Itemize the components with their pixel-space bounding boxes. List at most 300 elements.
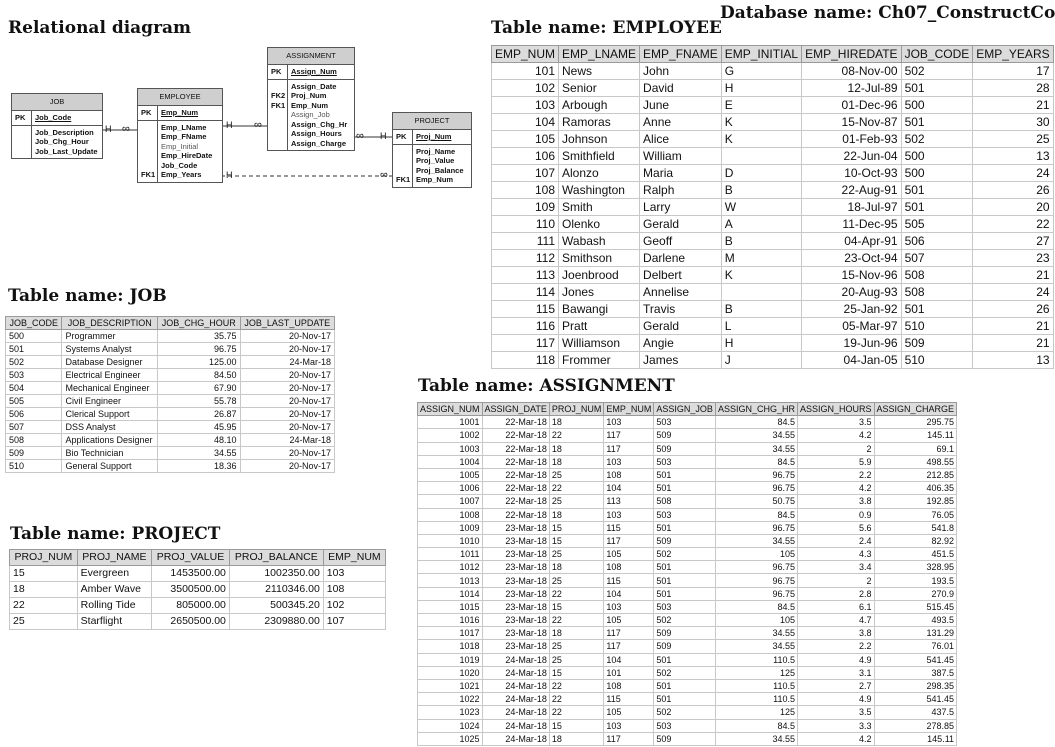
table-cell: 3.4 — [797, 561, 874, 574]
table-cell: 406.35 — [874, 482, 957, 495]
entity-field: Assign_Job — [291, 110, 330, 119]
table-cell: Jones — [559, 284, 640, 301]
table-cell: Smithson — [559, 250, 640, 267]
table-cell: B — [721, 301, 801, 318]
database-name: Database name: Ch07_ConstructCo — [720, 3, 1055, 23]
table-row — [418, 614, 957, 627]
table-cell: 1018 — [418, 640, 483, 653]
table-cell: General Support — [62, 460, 158, 473]
column-header: PROJ_VALUE — [152, 550, 230, 566]
table-row — [492, 335, 1054, 352]
table-cell: 125 — [715, 666, 797, 679]
table-cell: 115 — [604, 693, 654, 706]
table-cell: 22-Mar-18 — [482, 429, 549, 442]
table-cell: 96.75 — [715, 587, 797, 600]
table-cell: Gerald — [640, 318, 722, 335]
table-cell: Annelise — [640, 284, 722, 301]
table-cell: M — [721, 250, 801, 267]
table-row — [6, 434, 335, 447]
table-cell: 500 — [901, 97, 973, 114]
employee-table-title: Table name: EMPLOYEE — [491, 18, 722, 38]
table-cell: 501 — [901, 301, 973, 318]
table-row — [492, 114, 1054, 131]
table-cell: 20-Nov-17 — [240, 408, 335, 421]
entity-field: Emp_LName — [161, 122, 207, 132]
table-cell: 48.10 — [158, 434, 240, 447]
table-cell: 22-Mar-18 — [482, 442, 549, 455]
table-row — [418, 521, 957, 534]
table-cell: 34.55 — [715, 442, 797, 455]
table-cell: 192.85 — [874, 495, 957, 508]
table-cell: 500 — [901, 148, 973, 165]
column-header: JOB_CODE — [901, 46, 973, 63]
table-cell: Bawangi — [559, 301, 640, 318]
table-row — [492, 318, 1054, 335]
table-cell: 17 — [973, 63, 1053, 80]
table-cell: 502 — [654, 614, 716, 627]
pk-label: PK — [396, 132, 407, 141]
table-cell: 84.5 — [715, 719, 797, 732]
column-header: EMP_YEARS — [973, 46, 1053, 63]
table-cell: 15-Nov-96 — [802, 267, 901, 284]
table-row — [492, 131, 1054, 148]
table-cell: 193.5 — [874, 574, 957, 587]
table-cell: 3.8 — [797, 495, 874, 508]
job-table-title: Table name: JOB — [8, 286, 167, 306]
header-row — [10, 550, 386, 566]
table-cell: 105 — [604, 614, 654, 627]
table-cell: 2309880.00 — [229, 614, 323, 630]
table-cell: 1453500.00 — [152, 566, 230, 582]
table-cell: 110.5 — [715, 679, 797, 692]
table-cell: 1014 — [418, 587, 483, 600]
table-row — [6, 447, 335, 460]
table-cell: Larry — [640, 199, 722, 216]
table-cell: 502 — [6, 356, 62, 369]
table-cell: 69.1 — [874, 442, 957, 455]
table-cell: 23 — [973, 250, 1053, 267]
table-cell: 2.2 — [797, 468, 874, 481]
table-cell: 1021 — [418, 679, 483, 692]
entity-name: PROJECT — [393, 113, 471, 130]
table-cell: 22-Mar-18 — [482, 416, 549, 429]
entity-field: Assign_Num — [291, 67, 337, 76]
table-cell: Delbert — [640, 267, 722, 284]
table-cell: 20-Nov-17 — [240, 447, 335, 460]
table-cell: 503 — [654, 416, 716, 429]
table-cell: 1025 — [418, 732, 483, 745]
table-row — [418, 548, 957, 561]
table-cell: 22 — [549, 693, 604, 706]
table-cell: 18-Jul-97 — [802, 199, 901, 216]
assignment-table-title: Table name: ASSIGNMENT — [418, 376, 675, 396]
table-cell: 22 — [549, 429, 604, 442]
table-cell: 84.5 — [715, 508, 797, 521]
table-cell: 117 — [604, 627, 654, 640]
many-marker: ∞ — [356, 130, 364, 142]
table-cell: 117 — [604, 429, 654, 442]
table-cell: 22-Mar-18 — [482, 468, 549, 481]
table-row — [418, 640, 957, 653]
table-cell: 515.45 — [874, 600, 957, 613]
table-cell: 24 — [973, 284, 1053, 301]
table-cell: Starflight — [77, 614, 151, 630]
table-row — [492, 216, 1054, 233]
table-cell: 22-Aug-91 — [802, 182, 901, 199]
table-row — [10, 582, 386, 598]
entity-field: Proj_Value — [416, 156, 455, 165]
many-marker: ∞ — [380, 169, 388, 181]
table-cell: 502 — [654, 666, 716, 679]
table-cell: 24-Mar-18 — [240, 356, 335, 369]
table-cell: Joenbrood — [559, 267, 640, 284]
table-cell: 25 — [549, 548, 604, 561]
table-row — [418, 653, 957, 666]
column-header: ASSIGN_CHARGE — [874, 403, 957, 416]
table-cell: 1015 — [418, 600, 483, 613]
table-cell: 2110346.00 — [229, 582, 323, 598]
table-row — [418, 679, 957, 692]
table-cell: Geoff — [640, 233, 722, 250]
table-cell: 84.5 — [715, 600, 797, 613]
table-cell: 2.2 — [797, 640, 874, 653]
table-cell: 1023 — [418, 706, 483, 719]
table-cell: 23-Mar-18 — [482, 561, 549, 574]
table-cell: Evergreen — [77, 566, 151, 582]
table-cell: L — [721, 318, 801, 335]
table-cell: 96.75 — [158, 343, 240, 356]
table-cell: 26.87 — [158, 408, 240, 421]
table-cell: 1022 — [418, 693, 483, 706]
table-cell: 21 — [973, 335, 1053, 352]
table-cell: 503 — [654, 508, 716, 521]
table-cell: Frommer — [559, 352, 640, 369]
table-cell: 15 — [10, 566, 78, 582]
table-cell: 500345.20 — [229, 598, 323, 614]
table-cell: 15-Nov-87 — [802, 114, 901, 131]
table-cell: 96.75 — [715, 482, 797, 495]
table-cell: 23-Mar-18 — [482, 534, 549, 547]
table-cell: 107 — [323, 614, 385, 630]
table-cell: 24-Mar-18 — [240, 434, 335, 447]
table-row — [418, 534, 957, 547]
table-cell: 23-Mar-18 — [482, 640, 549, 653]
table-cell: 506 — [6, 408, 62, 421]
table-cell: 1019 — [418, 653, 483, 666]
table-cell: 18 — [549, 508, 604, 521]
table-cell: 25 — [549, 640, 604, 653]
table-cell: 103 — [604, 508, 654, 521]
table-cell: 22-Mar-18 — [482, 495, 549, 508]
table-cell: 501 — [901, 199, 973, 216]
table-cell: 500 — [901, 165, 973, 182]
column-header: ASSIGN_DATE — [482, 403, 549, 416]
table-cell: 2 — [797, 574, 874, 587]
many-marker: ∞ — [254, 119, 262, 131]
table-cell: 3.3 — [797, 719, 874, 732]
table-cell: 1011 — [418, 548, 483, 561]
table-row — [492, 165, 1054, 182]
table-cell: 67.90 — [158, 382, 240, 395]
table-cell: 04-Apr-91 — [802, 233, 901, 250]
table-row — [418, 561, 957, 574]
table-row — [492, 233, 1054, 250]
one-marker: H — [226, 120, 233, 130]
table-cell: 103 — [604, 416, 654, 429]
table-row — [492, 352, 1054, 369]
table-cell: 34.55 — [715, 534, 797, 547]
table-cell: 501 — [654, 693, 716, 706]
table-cell: 508 — [6, 434, 62, 447]
table-cell: 13 — [973, 148, 1053, 165]
table-cell: 50.75 — [715, 495, 797, 508]
table-cell: 106 — [492, 148, 559, 165]
table-cell: Travis — [640, 301, 722, 318]
table-cell: 509 — [654, 442, 716, 455]
table-cell: 84.5 — [715, 455, 797, 468]
table-cell: 1007 — [418, 495, 483, 508]
table-cell: 117 — [604, 732, 654, 745]
table-cell: W — [721, 199, 801, 216]
table-cell: 4.2 — [797, 732, 874, 745]
table-cell: 45.95 — [158, 421, 240, 434]
assignment-table — [417, 402, 957, 746]
table-cell: 117 — [604, 534, 654, 547]
table-cell: 2.7 — [797, 679, 874, 692]
table-cell: 115 — [604, 574, 654, 587]
table-cell: 103 — [604, 719, 654, 732]
table-row — [492, 80, 1054, 97]
column-header: PROJ_BALANCE — [229, 550, 323, 566]
table-cell: 109 — [492, 199, 559, 216]
table-cell: 501 — [901, 80, 973, 97]
table-cell: 501 — [654, 653, 716, 666]
entity-name: JOB — [12, 94, 102, 111]
table-cell: 15 — [549, 534, 604, 547]
entity-field: Assign_Charge — [291, 138, 347, 148]
table-cell: 503 — [654, 600, 716, 613]
table-cell: 270.9 — [874, 587, 957, 600]
entity-field: Assign_Chg_Hr — [291, 119, 348, 129]
table-cell: 05-Mar-97 — [802, 318, 901, 335]
header-row — [492, 46, 1054, 63]
table-cell: Mechanical Engineer — [62, 382, 158, 395]
entity-field: Emp_Years — [161, 170, 202, 179]
table-cell: 19-Jun-96 — [802, 335, 901, 352]
table-cell: 117 — [492, 335, 559, 352]
table-cell: 15 — [549, 719, 604, 732]
table-row — [418, 719, 957, 732]
table-cell: 507 — [6, 421, 62, 434]
table-cell: 510 — [6, 460, 62, 473]
entity-field: Emp_HireDate — [161, 151, 213, 160]
table-cell: 24-Mar-18 — [482, 693, 549, 706]
table-cell: 108 — [492, 182, 559, 199]
entity-job — [11, 93, 103, 159]
table-cell: Senior — [559, 80, 640, 97]
table-cell: 2 — [797, 442, 874, 455]
table-cell: Applications Designer — [62, 434, 158, 447]
table-cell: 510 — [901, 352, 973, 369]
table-cell: 1006 — [418, 482, 483, 495]
table-cell: 3.8 — [797, 627, 874, 640]
column-header: EMP_LNAME — [559, 46, 640, 63]
table-cell: 22 — [973, 216, 1053, 233]
table-cell: 509 — [654, 732, 716, 745]
table-cell: Washington — [559, 182, 640, 199]
table-cell: 22 — [10, 598, 78, 614]
table-cell: 102 — [492, 80, 559, 97]
table-cell: 24-Mar-18 — [482, 679, 549, 692]
table-cell: 3.1 — [797, 666, 874, 679]
table-cell: 1002 — [418, 429, 483, 442]
table-cell: 115 — [492, 301, 559, 318]
table-cell: 451.5 — [874, 548, 957, 561]
table-cell: 805000.00 — [152, 598, 230, 614]
table-cell: 101 — [492, 63, 559, 80]
table-cell: 509 — [654, 627, 716, 640]
entity-field: Job_Code — [161, 160, 198, 170]
table-cell: 20-Nov-17 — [240, 460, 335, 473]
column-header: ASSIGN_HOURS — [797, 403, 874, 416]
table-cell: 4.9 — [797, 693, 874, 706]
table-cell: H — [721, 335, 801, 352]
table-row — [6, 408, 335, 421]
table-cell: 502 — [901, 63, 973, 80]
table-row — [492, 199, 1054, 216]
table-cell: J — [721, 352, 801, 369]
table-cell: 278.85 — [874, 719, 957, 732]
table-cell: 15 — [549, 600, 604, 613]
table-cell: 125 — [715, 706, 797, 719]
table-cell: 1017 — [418, 627, 483, 640]
table-cell: Electrical Engineer — [62, 369, 158, 382]
table-cell: 5.6 — [797, 521, 874, 534]
table-row — [418, 442, 957, 455]
table-cell: 506 — [901, 233, 973, 250]
table-cell: 21 — [973, 318, 1053, 335]
table-cell: 103 — [492, 97, 559, 114]
table-cell: 34.55 — [715, 640, 797, 653]
table-cell: 23-Mar-18 — [482, 521, 549, 534]
table-cell: 145.11 — [874, 429, 957, 442]
table-cell: 1002350.00 — [229, 566, 323, 582]
table-cell: 55.78 — [158, 395, 240, 408]
table-cell: 505 — [901, 216, 973, 233]
table-cell: 25 — [549, 468, 604, 481]
table-cell: 145.11 — [874, 732, 957, 745]
table-cell: 295.75 — [874, 416, 957, 429]
table-cell: 6.1 — [797, 600, 874, 613]
table-cell: 18 — [549, 732, 604, 745]
column-header: PROJ_NUM — [10, 550, 78, 566]
table-row — [6, 343, 335, 356]
table-cell: 23-Mar-18 — [482, 600, 549, 613]
one-marker: H — [226, 170, 233, 180]
table-cell: 501 — [901, 114, 973, 131]
table-cell: 4.2 — [797, 482, 874, 495]
table-cell: 20-Nov-17 — [240, 330, 335, 343]
table-cell: 103 — [604, 455, 654, 468]
entity-field: Job_Chg_Hour — [35, 137, 89, 146]
table-cell: 541.8 — [874, 521, 957, 534]
table-cell: 34.55 — [715, 732, 797, 745]
table-cell: 30 — [973, 114, 1053, 131]
table-cell: 18 — [10, 582, 78, 598]
table-cell: 111 — [492, 233, 559, 250]
table-cell: 20 — [973, 199, 1053, 216]
table-cell: 18 — [549, 442, 604, 455]
table-cell: 4.2 — [797, 429, 874, 442]
table-cell: Smithfield — [559, 148, 640, 165]
table-cell: 04-Jan-05 — [802, 352, 901, 369]
table-cell: 1013 — [418, 574, 483, 587]
table-cell: Bio Technician — [62, 447, 158, 460]
table-cell: 20-Nov-17 — [240, 395, 335, 408]
entity-project — [392, 112, 472, 188]
table-cell: 117 — [604, 640, 654, 653]
table-cell: 4.9 — [797, 653, 874, 666]
table-cell: James — [640, 352, 722, 369]
column-header: EMP_HIREDATE — [802, 46, 901, 63]
table-cell: 113 — [604, 495, 654, 508]
table-cell: 13 — [973, 352, 1053, 369]
table-cell: 493.5 — [874, 614, 957, 627]
entity-name: EMPLOYEE — [138, 89, 222, 106]
table-cell: 1008 — [418, 508, 483, 521]
table-row — [418, 666, 957, 679]
table-row — [418, 455, 957, 468]
entity-field: Emp_Num — [161, 108, 199, 117]
table-cell: 500 — [6, 330, 62, 343]
table-cell: B — [721, 182, 801, 199]
table-cell: 541.45 — [874, 653, 957, 666]
fk-label: FK1 — [396, 175, 411, 184]
table-row — [418, 693, 957, 706]
table-cell: 1001 — [418, 416, 483, 429]
table-cell: 502 — [654, 548, 716, 561]
diagram-title: Relational diagram — [8, 18, 192, 38]
table-cell: 131.29 — [874, 627, 957, 640]
table-cell: 5.9 — [797, 455, 874, 468]
entity-name: ASSIGNMENT — [268, 48, 354, 65]
table-cell: 24-Mar-18 — [482, 732, 549, 745]
table-cell: 76.01 — [874, 640, 957, 653]
table-cell: 501 — [654, 574, 716, 587]
table-cell: 15 — [549, 666, 604, 679]
column-header: EMP_INITIAL — [721, 46, 801, 63]
table-cell: 104 — [604, 587, 654, 600]
table-cell: Ralph — [640, 182, 722, 199]
table-cell: 105 — [715, 614, 797, 627]
table-cell: 01-Feb-93 — [802, 131, 901, 148]
table-row — [418, 600, 957, 613]
table-cell: H — [721, 80, 801, 97]
table-cell: Williamson — [559, 335, 640, 352]
table-cell: 21 — [973, 267, 1053, 284]
table-cell: Arbough — [559, 97, 640, 114]
table-cell: 105 — [604, 548, 654, 561]
table-cell: 20-Nov-17 — [240, 343, 335, 356]
table-cell: Clerical Support — [62, 408, 158, 421]
table-cell: 23-Mar-18 — [482, 587, 549, 600]
column-header: ASSIGN_CHG_HR — [715, 403, 797, 416]
table-row — [418, 429, 957, 442]
table-cell: 23-Mar-18 — [482, 627, 549, 640]
table-cell: 502 — [654, 706, 716, 719]
table-row — [6, 356, 335, 369]
table-row — [418, 706, 957, 719]
